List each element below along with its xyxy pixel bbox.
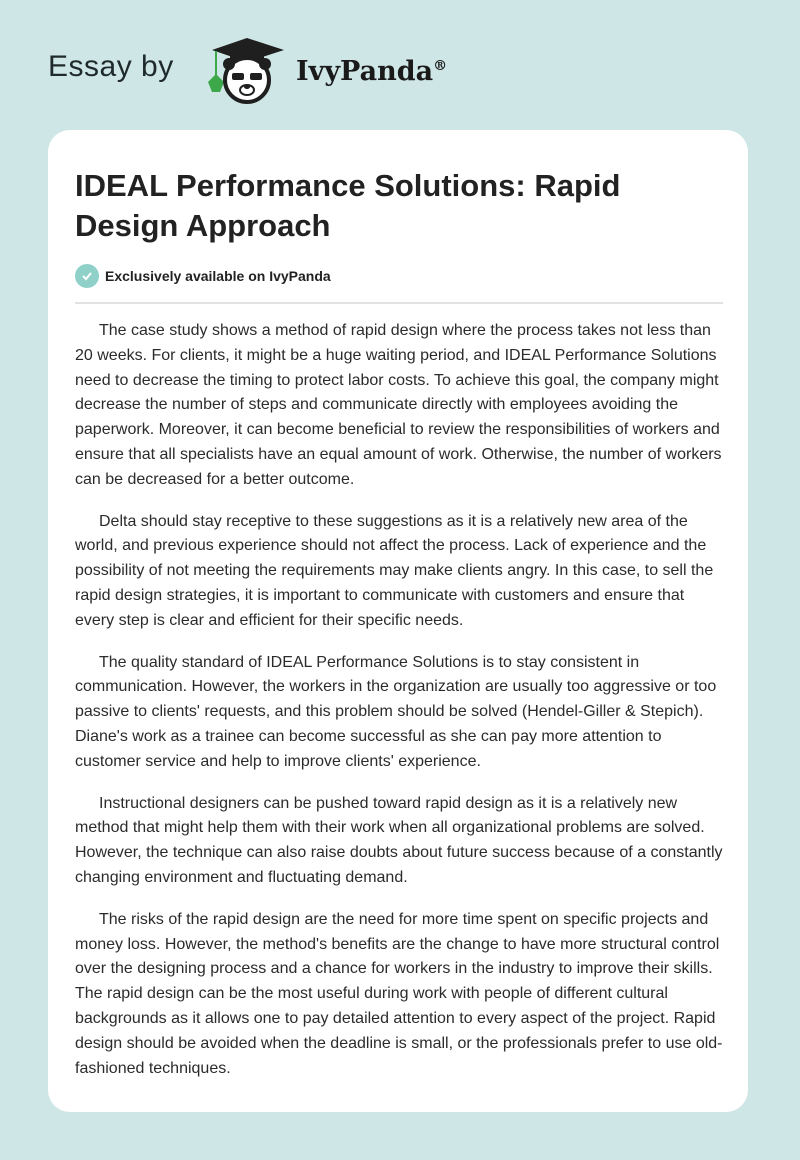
brand-name[interactable] xyxy=(296,56,447,87)
brand-text: IvyPanda xyxy=(296,56,434,87)
paragraph: The quality standard of IDEAL Performance Solutions is to stay consistent in communication. However, the workers in the organization are usually too aggressive or too passive to clients' requests, and this problem should be solved (Hendel-Giller & Stepich). Diane's work as a trainee can become successful as she can pay more attention to customer service and help to improve clients' experience. xyxy=(75,653,717,770)
paragraph: The case study shows a method of rapid design where the process takes not less than 20 weeks. For clients, it might be a huge waiting period, and IDEAL Performance Solutions need to decrease the timing to protect labor costs. To achieve this goal, the company might decrease the number of steps and communicate directly with employees avoiding the paperwork. Moreover, it can become beneficial to review the responsibilities of workers and ensure that all specialists have an equal amount of work. Otherwise, the number of workers can be decreased for a better outcome. xyxy=(75,322,722,488)
divider xyxy=(75,302,723,304)
article-card xyxy=(48,130,748,1112)
article-title: IDEAL Performance Solutions: Rapid Design Approach xyxy=(75,168,621,243)
paragraph: The risks of the rapid design are the need for more time spent on specific projects and money loss. However, the method's benefits are the change to have more structural control over the designing process and a chance for workers in the industry to improve their skills. The rapid design can be the most useful during work with people of different cultural backgrounds as it allows one to pay detailed attention to every aspect of the project. Rapid design should be avoided when the deadline is small, or the professionals prefer to use old-fashioned techniques. xyxy=(75,910,723,1077)
article-body xyxy=(75,319,727,1098)
check-circle-icon xyxy=(75,264,99,288)
registered-mark: ® xyxy=(433,58,448,74)
exclusive-label: Exclusively available on IvyPanda xyxy=(105,268,331,284)
ivypanda-logo-icon[interactable] xyxy=(202,36,292,106)
site-header xyxy=(0,20,800,120)
essay-by-label: Essay by xyxy=(48,50,174,83)
paragraph: Delta should stay receptive to these suggestions as it is a relatively new area of the world, and previous experience should not affect the process. Lack of experience and the possibility of not meeting the requirements may make clients angry. In this case, to sell the rapid design strategies, it is important to communicate with customers and ensure that every step is clear and efficient for their specific needs. xyxy=(75,512,714,629)
paragraph: Instructional designers can be pushed toward rapid design as it is a relatively new method that might help them with their work when all organizational problems are solved. However, the technique can also raise doubts about future success because of a constantly changing environment and fluctuating demand. xyxy=(75,794,723,886)
exclusive-badge xyxy=(75,264,331,288)
